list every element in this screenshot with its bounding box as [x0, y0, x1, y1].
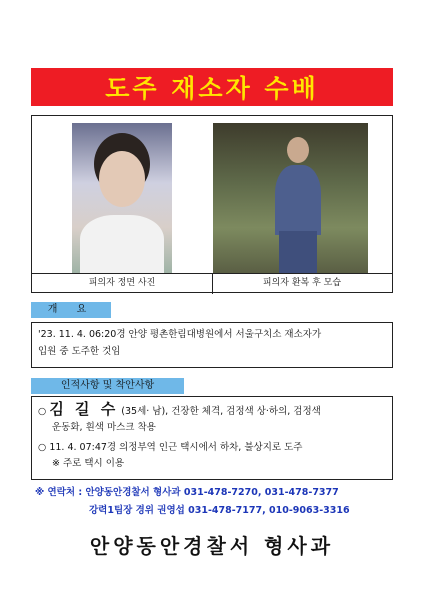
- escape-route-text: 11. 4. 07:47경 의정부역 인근 택시에서 하차, 불상지로 도주: [49, 442, 303, 453]
- suspect-details: (35세· 남), 건장한 체격, 검정색 상·하의, 검정색: [121, 406, 321, 417]
- contact-line-2: 강력1팀장 경위 권영섭 031-478-7177, 010-9063-3316: [89, 505, 350, 516]
- description-heading: 인적사항 및 착안사항: [31, 378, 184, 394]
- photo-panel: [31, 115, 393, 293]
- overview-line-1: '23. 11. 4. 06:20경 안양 평촌한림대병원에서 서울구치소 재소자가: [38, 329, 322, 340]
- footer-agency: 안양동안경찰서 형사과: [89, 534, 335, 558]
- overview-line-2: 입원 중 도주한 것임: [38, 346, 121, 357]
- description-line-2: 운동화, 흰색 마스크 착용: [52, 422, 156, 433]
- description-line-3: [38, 440, 386, 456]
- description-box: [31, 396, 393, 480]
- bullet-icon: ○: [38, 406, 47, 417]
- description-line-4: ※ 주로 택시 이용: [52, 458, 125, 469]
- suspect-front-photo: [72, 123, 172, 273]
- description-line-1: [38, 401, 386, 420]
- poster-title: 도주 재소자 수배: [105, 74, 319, 103]
- contact-line-1: ※ 연락처 : 안양동안경찰서 형사과 031-478-7270, 031-478-7377: [35, 487, 339, 498]
- escape-photo-caption: 피의자 환복 후 모습: [262, 278, 342, 288]
- overview-heading: 개 요: [31, 302, 111, 318]
- suspect-name: 김 길 수: [49, 400, 119, 418]
- suspect-changed-clothes-photo: [213, 123, 368, 273]
- bullet-icon: ○: [38, 442, 47, 453]
- title-banner: [31, 68, 393, 106]
- front-photo-caption: 피의자 정면 사진: [88, 278, 156, 288]
- overview-box: [31, 322, 393, 368]
